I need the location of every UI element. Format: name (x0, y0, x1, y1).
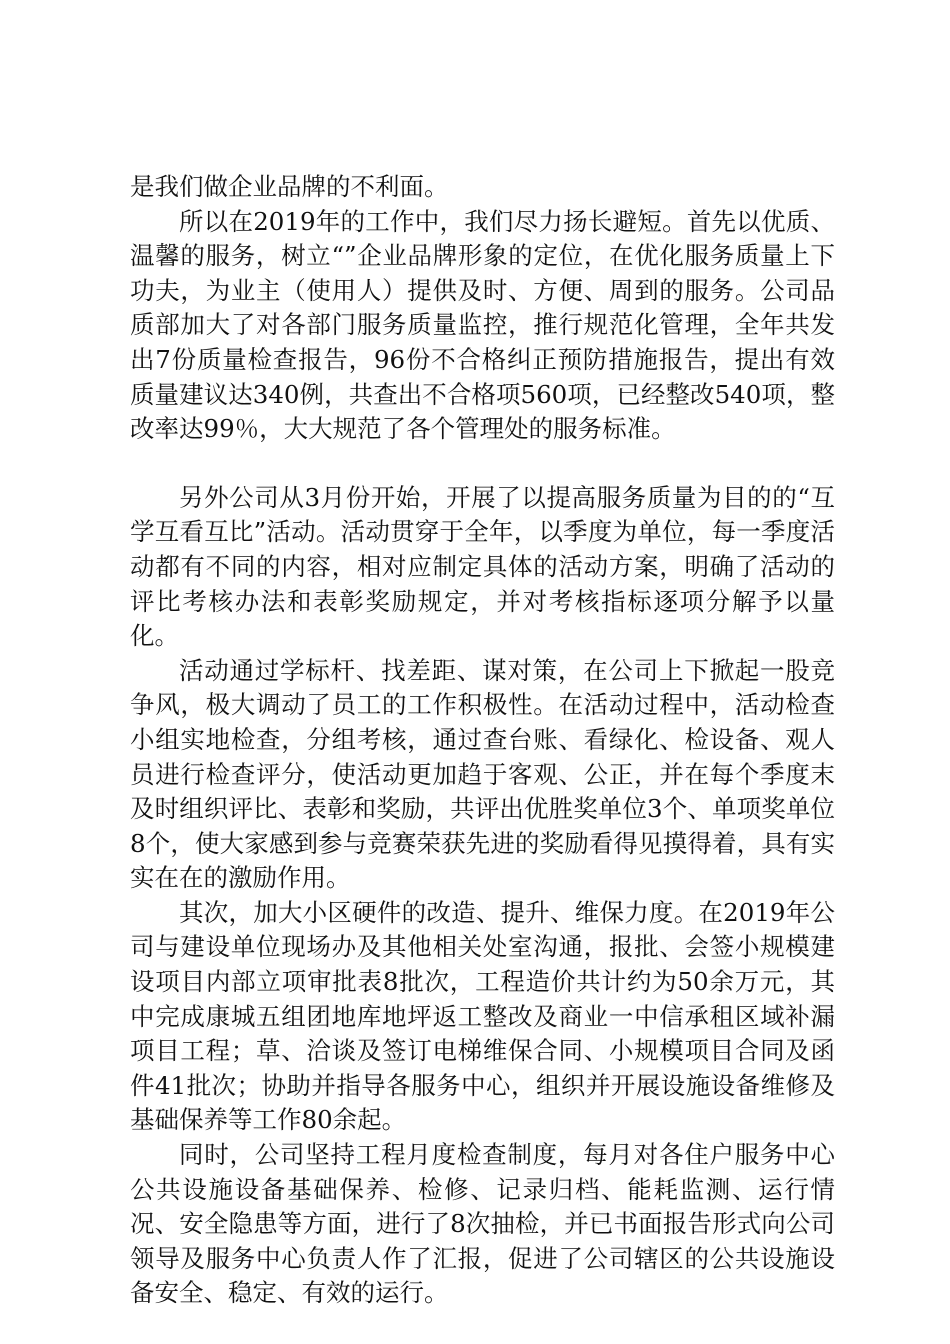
paragraph-monthly-inspection: 同时，公司坚持工程月度检查制度，每月对各住户服务中心公共设施设备基础保养、检修、记录归档、能耗监测、运行情况、安全隐患等方面，进行了8次抽检，并已书面报告形式向公司领导及服务中心负责人作了汇报，促进了公司辖区的公共设施设备安全、稳定、有效的运行。 (130, 1140, 835, 1308)
paragraph-mutual-learning-activity: 另外公司从3月份开始，开展了以提高服务质量为目的的“互学互看互比”活动。活动贯穿于全年，以季度为单位，每一季度活动都有不同的内容，相对应制定具体的活动方案，明确了活动的评比考核办法和表彰奖励规定，并对考核指标逐项分解予以量化。 (130, 482, 835, 651)
paragraph-continuation: 是我们做企业品牌的不利面。 (130, 172, 449, 201)
document-body (130, 170, 835, 1311)
paragraph-hardware-upgrade: 其次，加大小区硬件的改造、提升、维保力度。在2019年公司与建设单位现场办及其他相关处室沟通，报批、会签小规模建设项目内部立项审批表8批次，工程造价共计约为50余万元，其中完成康城五组团地库地坪返工整改及商业一中信承租区域补漏项目工程；草、洽谈及签订电梯维保合同、小规模项目合同及函件41批次；协助并指导各服务中心，组织并开展设施设备维修及基础保养等工作80余起。 (130, 897, 835, 1135)
paragraph-service-quality: 所以在2019年的工作中，我们尽力扬长避短。首先以优质、温馨的服务，树立“”企业品牌形象的定位，在优化服务质量上下功夫，为业主（使用人）提供及时、方便、周到的服务。公司品质部加大了对各部门服务质量监控，推行规范化管理，全年共发出7份质量检查报告，96份不合格纠正预防措施报告，提出有效质量建议达340例，共查出不合格项560项，已经整改540项，整改率达99％，大大规范了各个管理处的服务标准。 (130, 206, 835, 444)
paragraph-activity-results: 活动通过学标杆、找差距、谋对策，在公司上下掀起一股竞争风，极大调动了员工的工作积极性。在活动过程中，活动检查小组实地检查，分组考核，通过查台账、看绿化、检设备、观人员进行检查评分，使活动更加趋于客观、公正，并在每个季度末及时组织评比、表彰和奖励，共评出优胜奖单位3个、单项奖单位8个，使大家感到参与竞赛荣获先进的奖励看得见摸得着，具有实实在在的激励作用。 (130, 655, 835, 893)
